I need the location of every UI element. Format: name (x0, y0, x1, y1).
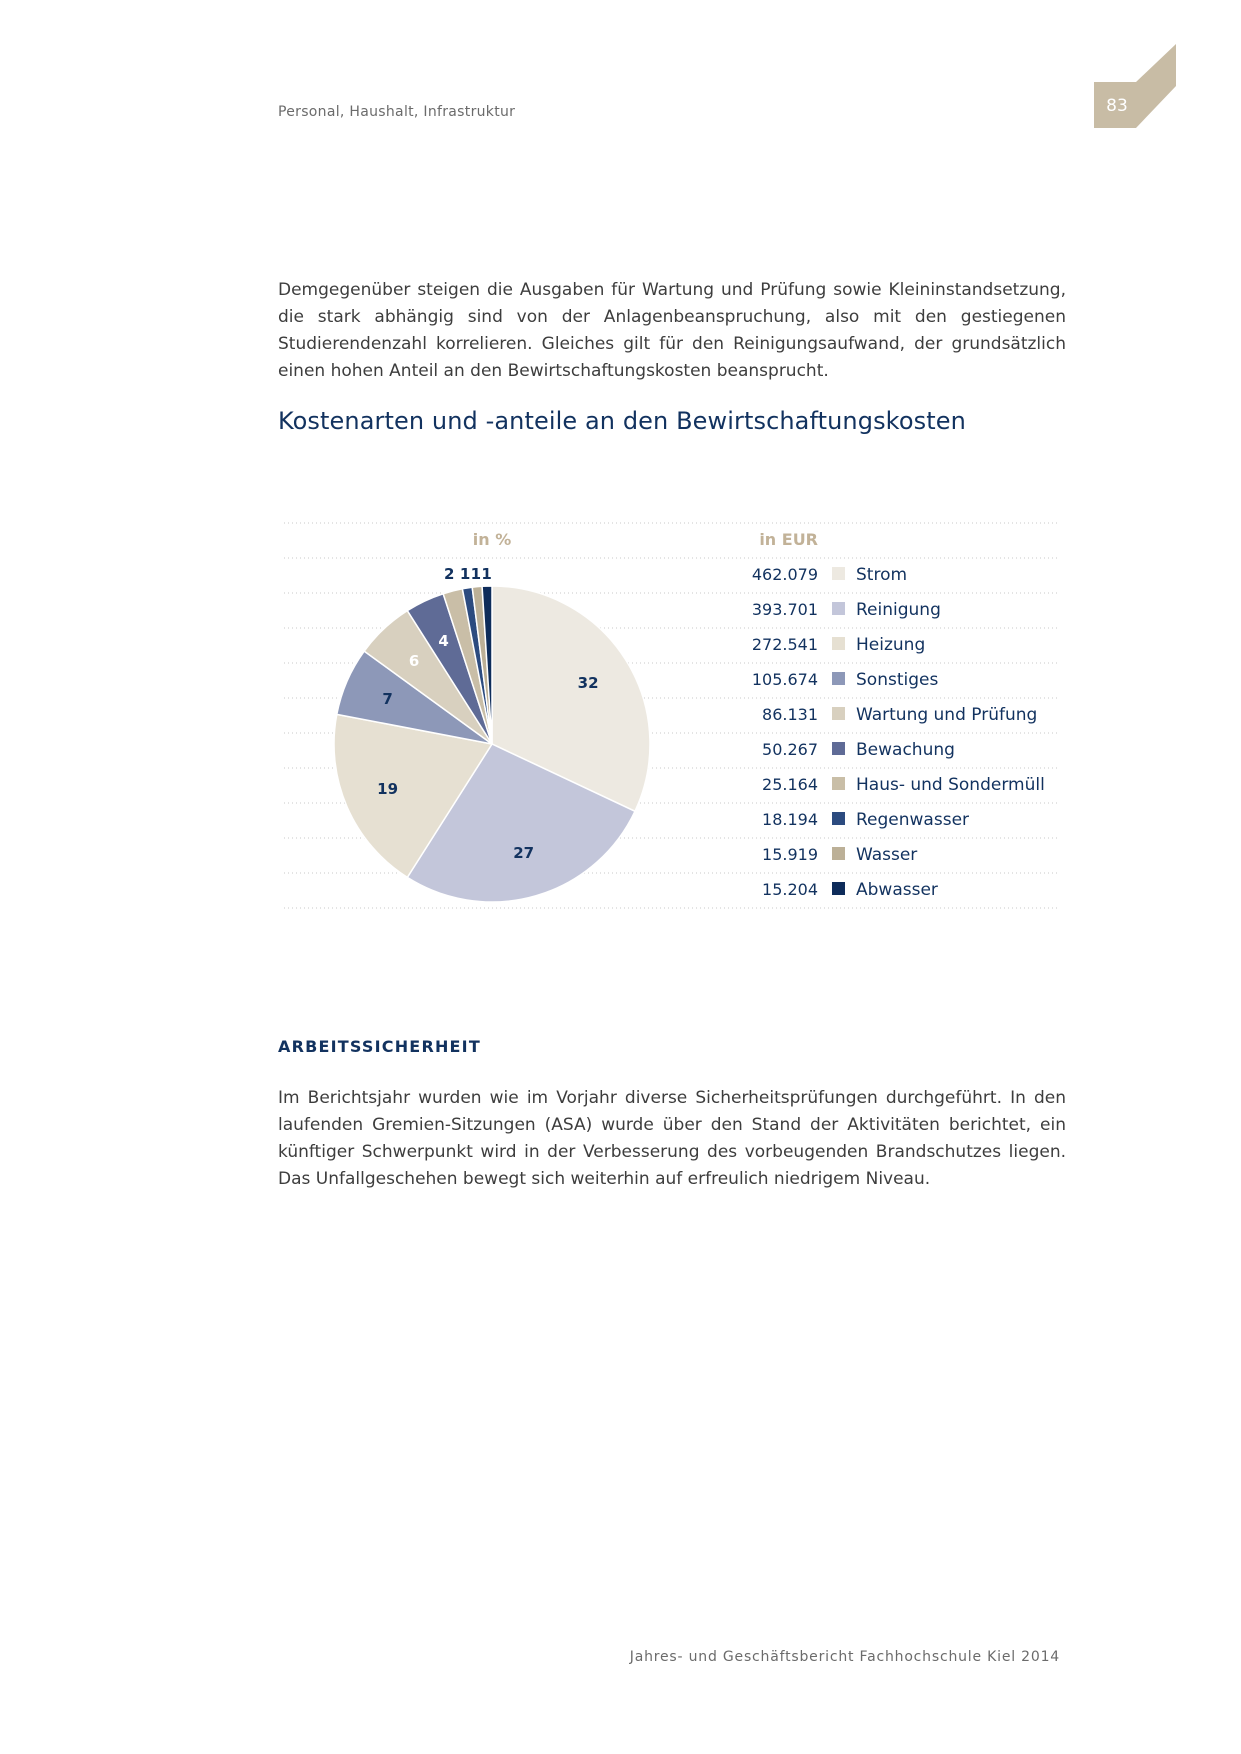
legend-swatch (832, 882, 845, 895)
legend-swatch (832, 672, 845, 685)
pie-label: 27 (513, 844, 535, 863)
pie-label: 4 (438, 632, 449, 651)
amount-column-header: in EUR (759, 530, 818, 549)
legend-value: 272.541 (751, 635, 818, 654)
running-header: Personal, Haushalt, Infrastruktur (278, 104, 516, 120)
legend-value: 462.079 (751, 565, 818, 584)
pie-label: 1 (481, 565, 492, 583)
legend-value: 105.674 (751, 670, 818, 689)
legend-swatch (832, 777, 845, 790)
legend-label: Haus- und Sondermüll (856, 775, 1045, 795)
legend-value: 15.204 (762, 880, 818, 899)
pie-label: 19 (377, 780, 399, 799)
pie-label: 2 (443, 565, 455, 583)
legend-swatch (832, 742, 845, 755)
percent-column-header: in % (472, 530, 512, 549)
section-heading: ARBEITSSICHERHEIT (278, 1037, 481, 1056)
pie-label: 7 (382, 689, 393, 708)
page-number: 83 (1106, 96, 1128, 116)
legend-label: Strom (856, 565, 908, 585)
legend-value: 393.701 (751, 600, 818, 619)
legend-label: Abwasser (856, 880, 938, 900)
legend-swatch (832, 707, 845, 720)
legend-value: 18.194 (762, 810, 818, 829)
legend-label: Bewachung (856, 740, 955, 760)
pie-label: 1 (470, 565, 482, 583)
pie-label: 32 (577, 674, 599, 692)
legend-label: Sonstiges (856, 670, 939, 690)
footer: Jahres- und Geschäftsbericht Fachhochschule Kiel 2014 (629, 1649, 1060, 1665)
legend-swatch (832, 567, 845, 580)
chart-title: Kostenarten und -anteile an den Bewirtschaftungskosten (278, 407, 966, 435)
legend-label: Regenwasser (856, 810, 970, 830)
pie-label: 6 (408, 652, 420, 671)
intro-paragraph: Demgegenüber steigen die Ausgaben für Wartung und Prüfung sowie Kleininstandsetzung, die stark abhängig sind von der Anlagenbeanspruchung, also mit den gestiegenen Studierendenzahl korrelieren. Gleiches gilt für den Reinigungsaufwand, der grundsätzlich einen hohen Anteil an den Bewirtschaftungskosten beansprucht. (278, 280, 1066, 381)
closing-paragraph: Im Berichtsjahr wurden wie im Vorjahr diverse Sicherheitsprüfungen durchgeführt. In den laufenden Gremien-Sitzungen (ASA) wurde über den Stand der Aktivitäten berichtet, ein künftiger Schwerpunkt wird in der Verbesserung des vorbeugenden Brandschutzes liegen. Das Unfallgeschehen bewegt sich weiterhin auf erfreulich niedrigem Niveau. (278, 1088, 1066, 1189)
legend-label: Wasser (856, 845, 918, 865)
legend-swatch (832, 847, 845, 860)
legend-label: Heizung (856, 635, 926, 655)
legend-value: 50.267 (762, 740, 818, 759)
legend-swatch (832, 637, 845, 650)
legend-value: 25.164 (762, 775, 818, 794)
legend-value: 86.131 (762, 705, 818, 724)
pie-slices (334, 586, 650, 902)
legend-label: Wartung und Prüfung (856, 705, 1038, 725)
legend-label: Reinigung (856, 600, 941, 620)
legend-value: 15.919 (762, 845, 818, 864)
legend-swatch (832, 602, 845, 615)
pie-label: 1 (459, 565, 471, 583)
legend-swatch (832, 812, 845, 825)
